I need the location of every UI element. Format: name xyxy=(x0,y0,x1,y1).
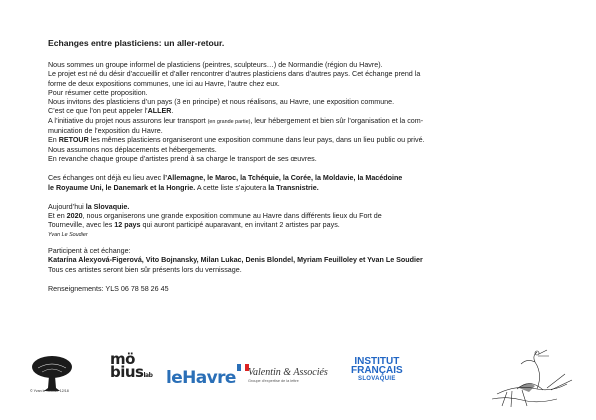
today-country: la Slovaquie. xyxy=(85,202,130,211)
mobius-small: lab xyxy=(143,372,153,379)
countries-list-2: le Royaume Uni, le Danemark et la Hongrie. xyxy=(48,183,196,192)
transport-line xyxy=(48,117,568,127)
today-line3-pre: Tourneville, avec les xyxy=(48,221,115,230)
intro-line-1: Nous sommes un groupe informel de plasticiens (peintres, sculpteurs…) de Normandie (région du Havre). xyxy=(48,61,383,69)
aller-end: . xyxy=(171,107,174,116)
retour-rest: les mêmes plasticiens organiseront une exposition commune dans leur pays, dans un lieu public ou privé. xyxy=(88,136,425,145)
participants-label: Participent à cet échange: xyxy=(48,247,131,256)
bird-sketch-icon xyxy=(477,344,587,414)
participants-names-text: Katarína Alexyová-Figerová, Vito Bojnansky, Milan Lukac, Denis Blondel, Myriam Feuilloley et Yvan Le Soudier xyxy=(48,256,423,265)
countries-line-2 xyxy=(48,184,568,193)
countries-prefix: Ces échanges ont déjà eu lieu avec xyxy=(48,174,164,183)
valentin-logo xyxy=(248,367,328,383)
aller-prefix: C’est ce que l’on peut appeler l’ xyxy=(48,107,148,116)
today-prefix: Aujourd’hui xyxy=(48,202,86,211)
mobius-bottom xyxy=(110,363,153,382)
retour-line xyxy=(48,136,568,145)
today-line-1 xyxy=(48,203,568,212)
aller-label: ALLER xyxy=(147,107,172,116)
mobius-bottom-text: bius xyxy=(110,363,144,381)
today-line3-rest: qui auront participé auparavant, en invitant 2 artistes par pays. xyxy=(140,221,340,230)
participants-names xyxy=(48,256,568,265)
countries-next: la Transnistrie. xyxy=(268,183,319,192)
valentin-text: Valentin & Associés xyxy=(248,367,328,378)
sponsor-logos xyxy=(0,340,596,420)
copyright-text: © Yvan le Soudier 12/18 xyxy=(30,389,69,393)
countries-mid: A cette liste s’ajoutera xyxy=(195,183,269,192)
intro-line-4: Pour résumer cette proposition. xyxy=(48,88,148,97)
today-line-2 xyxy=(48,212,568,221)
aller-line xyxy=(48,107,568,116)
institut-francais-logo xyxy=(351,357,403,384)
tree-logo-icon xyxy=(30,354,74,394)
document-body xyxy=(48,38,568,294)
mobius-logo xyxy=(110,350,153,382)
institut-line-2: FRANÇAIS xyxy=(351,365,403,376)
intro-line-11: En revanche chaque groupe d’artistes prend à sa charge le transport de ses œuvres. xyxy=(48,154,317,163)
intro-line-2: Le projet est né du désir d’accueillir et d’aller rencontrer d’autres plasticiens dans d’autres pays. Cet échange prend la xyxy=(48,70,421,79)
countries-list-1: l’Allemagne, le Maroc, la Tchéquie, la Corée, la Moldavie, la Macédoine xyxy=(163,174,403,183)
signature: Yvan Le Soudier xyxy=(48,231,88,238)
lehavre-logo xyxy=(166,368,249,388)
lehavre-text: leHavre xyxy=(166,368,236,388)
transport-paren: (en grande partie) xyxy=(207,118,251,125)
institut-line-1: INSTITUT xyxy=(354,356,400,367)
transport-prefix: A l’initiative du projet nous assurons leur transport xyxy=(48,116,208,125)
today-year: 2020 xyxy=(66,212,83,221)
retour-label: RETOUR xyxy=(58,136,89,145)
intro-line-8: munication de l’exposition du Havre. xyxy=(48,127,163,136)
today-line-3 xyxy=(48,221,568,230)
valentin-sub: Groupe d'expertise de la lettre xyxy=(248,379,299,383)
today-line2-pre: Et en xyxy=(48,212,67,221)
participants-note: Tous ces artistes seront bien sûr présents lors du vernissage. xyxy=(48,265,242,274)
intro-line-5: Nous invitons des plasticiens d’un pays (3 en principe) et nous réalisons, au Havre, une exposition commune. xyxy=(48,98,395,107)
today-count: 12 pays xyxy=(114,221,141,230)
today-line2-rest: , nous organiserons une grande exposition commune au Havre dans différents lieux du Fort de xyxy=(82,212,382,221)
intro-line-10: Nous assumons nos déplacements et hébergements. xyxy=(48,145,217,154)
document-title: Echanges entre plasticiens: un aller-retour. xyxy=(48,38,225,48)
transport-rest: , leur hébergement et bien sûr l’organisation et la com- xyxy=(250,116,424,125)
retour-prefix: En xyxy=(48,136,59,145)
mobius-top: mö xyxy=(110,350,135,368)
contact-info: Renseignements: YLS 06 78 58 26 45 xyxy=(48,284,169,293)
institut-line-3: SLOVAQUIE xyxy=(358,376,396,382)
countries-line-1 xyxy=(48,174,568,183)
intro-line-3: forme de deux expositions communes, une ici au Havre, l’autre chez eux. xyxy=(48,79,280,88)
